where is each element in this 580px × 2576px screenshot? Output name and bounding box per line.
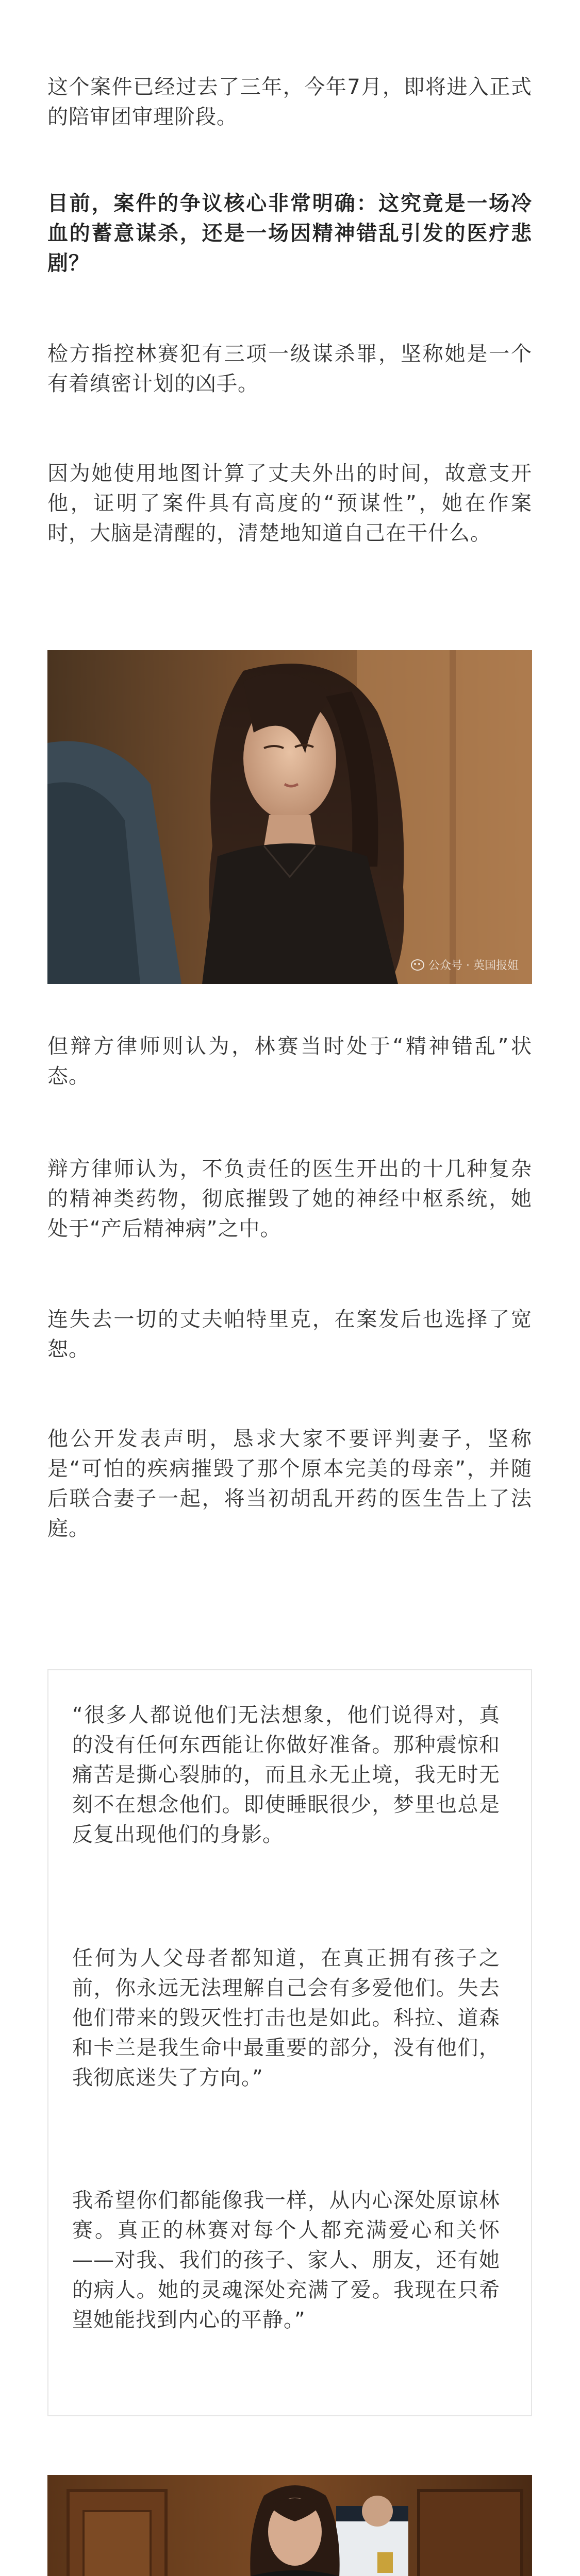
paragraph-prosecution: 检方指控林赛犯有三项一级谋杀罪，坚称她是一个有着缜密计划的凶手。 [47, 342, 532, 396]
quote-paragraph-2: 任何为人父母者都知道，在真正拥有孩子之前，你永远无法理解自己会有多爱他们。失去他们带来的毁灭性打击也是如此。科拉、道森和卡兰是我生命中最重要的部分，没有他们，我彻底迷失了方向。” [72, 1946, 500, 2090]
courtroom-photo-2 [47, 2475, 532, 2576]
courtroom-photo-1 [47, 650, 532, 984]
courtroom-photo-2-image [47, 2475, 532, 2576]
quote-paragraph-3: 我希望你们都能像我一样，从内心深处原谅林赛。真正的林赛对每个人都充满爱心和关怀——对我、我们的孩子、家人、朋友，还有她的病人。她的灵魂深处充满了爱。我现在只希望她能找到内心的平静。” [72, 2189, 500, 2332]
paragraph-medication: 辩方律师认为，不负责任的医生开出的十几种复杂的精神类药物，彻底摧毁了她的神经中枢系统，她处于“产后精神病”之中。 [47, 1157, 532, 1241]
paragraph-intro: 这个案件已经过去了三年，今年7月，即将进入正式的陪审团审理阶段。 [47, 75, 532, 129]
courtroom-photo-1-image [47, 650, 532, 984]
watermark-1-text: 公众号 · 英国报姐 [428, 959, 519, 972]
paragraph-core-dispute: 目前，案件的争议核心非常明确：这究竟是一场冷血的蓄意谋杀，还是一场因精神错乱引发的医疗悲剧？ [47, 192, 532, 275]
paragraph-husband-forgiveness: 连失去一切的丈夫帕特里克，在案发后也选择了宽恕。 [47, 1308, 532, 1361]
paragraph-defense: 但辩方律师则认为，林赛当时处于“精神错乱”状态。 [47, 1035, 532, 1088]
statement-quote-box [47, 1669, 532, 2416]
quote-paragraph-1: “很多人都说他们无法想象，他们说得对，真的没有任何东西能让你做好准备。那种震惊和痛苦是撕心裂肺的，而且永无止境，我无时无刻不在想念他们。即使睡眠很少，梦里也总是反复出现他们的身影。 [72, 1703, 500, 1846]
paragraph-premeditation: 因为她使用地图计算了丈夫外出的时间，故意支开他，证明了案件具有高度的“预谋性”，她在作案时，大脑是清醒的，清楚地知道自己在干什么。 [47, 462, 532, 545]
paragraph-husband-statement: 他公开发表声明，恳求大家不要评判妻子，坚称是“可怕的疾病摧毁了那个原本完美的母亲”，并随后联合妻子一起，将当初胡乱开药的医生告上了法庭。 [47, 1427, 532, 1540]
wechat-icon [411, 959, 424, 971]
watermark-1 [411, 957, 519, 973]
